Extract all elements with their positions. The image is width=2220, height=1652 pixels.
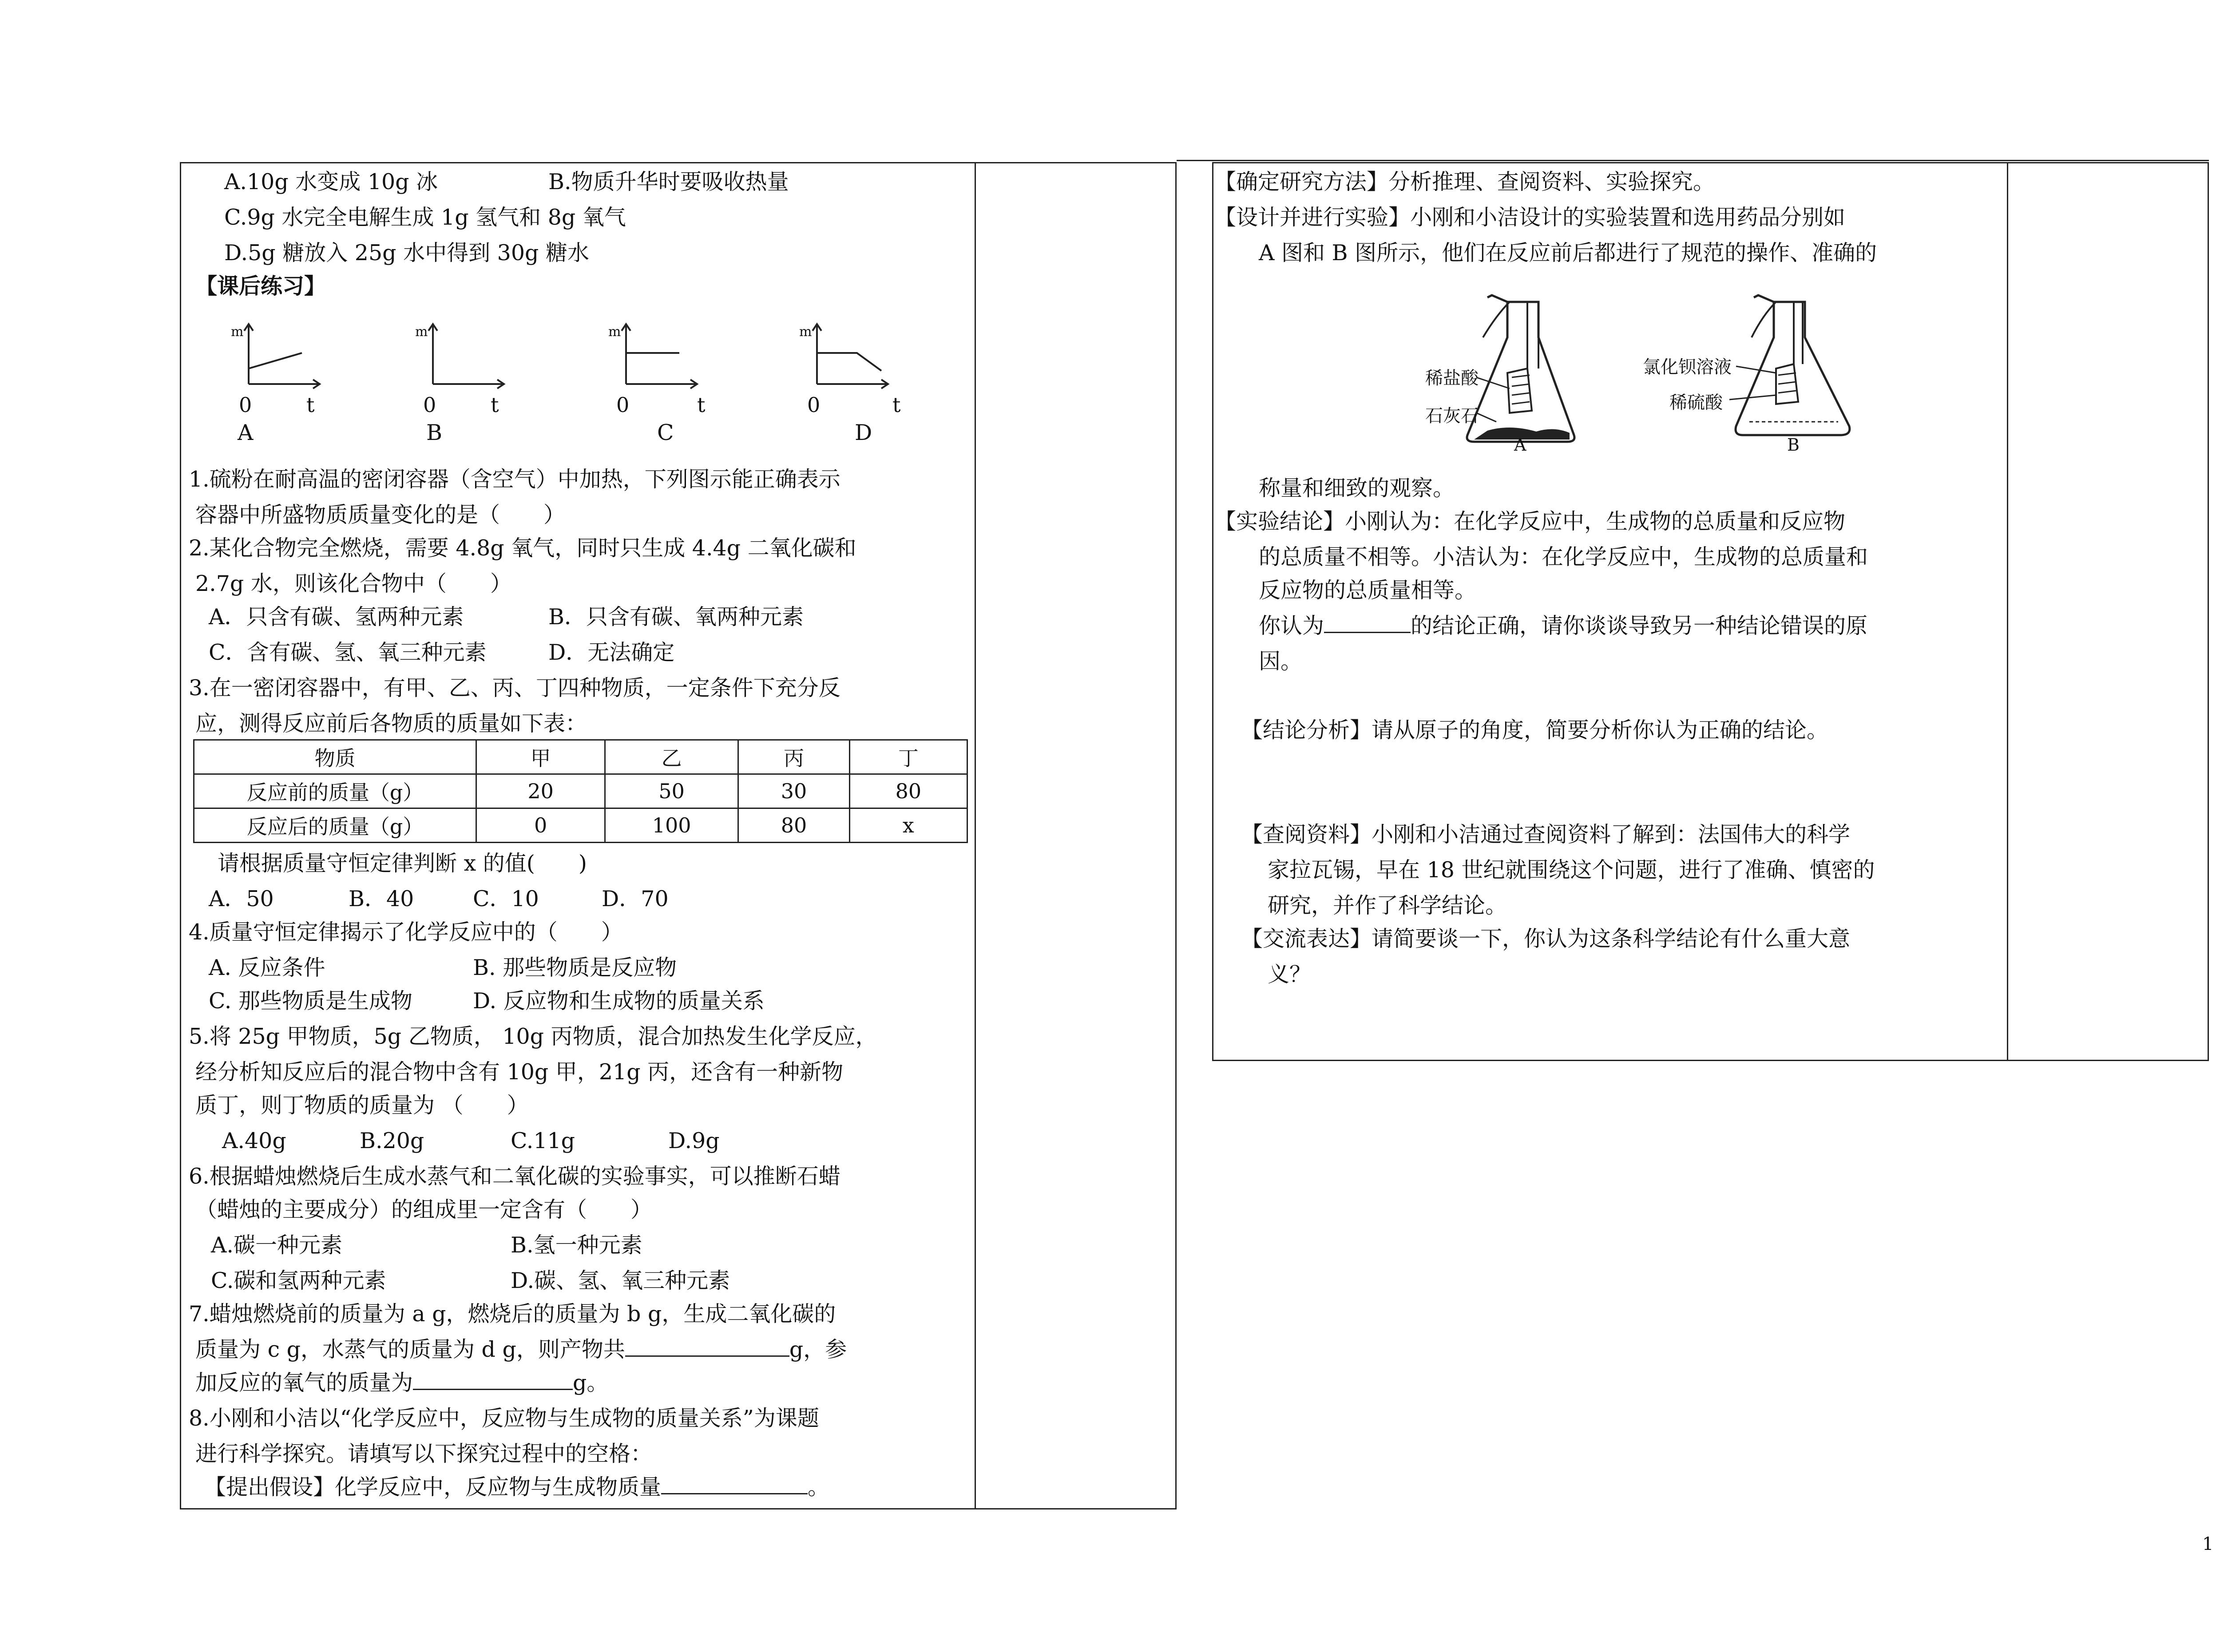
you-think-text: 你认为 <box>1259 613 1324 638</box>
q5-option-b: B.20g <box>360 1128 424 1153</box>
conclusion-line-2: 的总质量不相等。小洁认为：在化学反应中，生成物的总质量和 <box>1259 544 1868 570</box>
q1-line-2: 容器中所盛物质质量变化的是（ ） <box>195 502 566 527</box>
research-method: 【确定研究方法】分析推理、查阅资料、实验探究。 <box>1214 169 1715 194</box>
q2-option-b: B．只含有碳、氧两种元素 <box>548 604 804 630</box>
graph-a-y-label: m <box>231 324 244 340</box>
you-think-end: 因。 <box>1259 649 1303 674</box>
option-d-line: D.5g 糖放入 25g 水中得到 30g 糖水 <box>224 240 589 265</box>
table-cell: 100 <box>605 808 738 843</box>
q7-line-2-text: 质量为 c g，水蒸气的质量为 d g，则产物共 <box>195 1337 625 1362</box>
conclusion-line-1: 【实验结论】小刚认为：在化学反应中，生成物的总质量和反应物 <box>1214 509 1846 534</box>
reference-line-1: 【查阅资料】小刚和小洁通过查阅资料了解到：法国伟大的科学 <box>1241 822 1851 847</box>
q3-line-1: 3.在一密闭容器中，有甲、乙、丙、丁四种物质，一定条件下充分反 <box>189 675 840 701</box>
graph-c-x-label: t <box>697 393 706 417</box>
table-header-cell: 丙 <box>738 740 849 774</box>
option-b-line: B.物质升华时要吸收热量 <box>548 169 789 194</box>
q7-line-1: 7.蜡烛燃烧前的质量为 a g，燃烧后的质量为 b g，生成二氧化碳的 <box>189 1301 836 1327</box>
page-number: 1 <box>2202 1534 2214 1554</box>
table-cell: 0 <box>476 808 605 843</box>
graph-a-x-label: t <box>306 393 315 417</box>
reference-line-2: 家拉瓦锡，早在 18 世纪就围绕这个问题，进行了准确、慎密的 <box>1268 857 1875 883</box>
q6-option-d: D.碳、氢、氧三种元素 <box>511 1268 730 1293</box>
section-title: 【课后练习】 <box>195 273 326 299</box>
exchange-line-2: 义？ <box>1268 962 1312 987</box>
you-think-line <box>1259 608 1867 644</box>
conclusion-line-3: 反应物的总质量相等。 <box>1259 578 1477 603</box>
graph-b-x-label: t <box>491 393 499 417</box>
graph-b-y-label: m <box>415 324 428 340</box>
q7-line-3-end: g。 <box>573 1370 609 1395</box>
conclusion-analysis: 【结论分析】请从原子的角度，简要分析你认为正确的结论。 <box>1241 717 1829 743</box>
graph-c-caption: C <box>657 420 674 445</box>
q7-oxygen-blank[interactable] <box>413 1371 573 1390</box>
q5-option-d: D.9g <box>668 1128 720 1153</box>
q3-option-b: B．40 <box>349 886 414 911</box>
q6-line-1: 6.根据蜡烛燃烧后生成水蒸气和二氧化碳的实验事实，可以推断石蜡 <box>189 1164 840 1189</box>
graph-d-x-label: t <box>892 393 901 417</box>
graph-b-origin: 0 <box>423 393 436 417</box>
q6-line-2: （蜡烛的主要成分）的组成里一定含有（ ） <box>195 1197 653 1222</box>
table-cell: 50 <box>605 774 738 808</box>
q4-line: 4.质量守恒定律揭示了化学反应中的（ ） <box>189 919 623 945</box>
option-a-line: A.10g 水变成 10g 冰 <box>224 169 438 194</box>
graph-c <box>608 320 710 422</box>
q3-option-d: D．70 <box>602 886 669 911</box>
graph-d-caption: D <box>855 420 872 445</box>
q4-option-d: D. 反应物和生成物的质量关系 <box>473 988 765 1014</box>
graph-d-y-label: m <box>799 324 812 340</box>
q8-line-1: 8.小刚和小洁以“化学反应中，反应物与生成物的质量关系”为课题 <box>189 1406 819 1431</box>
apparatus-figure <box>1421 289 2065 462</box>
q4-option-c: C. 那些物质是生成物 <box>209 988 412 1014</box>
graph-a-origin: 0 <box>239 393 252 417</box>
q7-line-3-text: 加反应的氧气的质量为 <box>195 1370 413 1395</box>
option-c-line: C.9g 水完全电解生成 1g 氢气和 8g 氧气 <box>224 205 626 230</box>
graph-a-caption: A <box>238 420 254 445</box>
q8-hypothesis-end: 。 <box>808 1474 830 1500</box>
exchange-line-1: 【交流表达】请简要谈一下，你认为这条科学结论有什么重大意 <box>1241 926 1851 951</box>
label-limestone: 石灰石 <box>1425 406 1479 426</box>
graph-d <box>799 320 910 422</box>
q7-total-blank[interactable] <box>625 1338 789 1357</box>
table-cell: 反应前的质量（g） <box>194 774 476 808</box>
table-header-cell: 丁 <box>849 740 967 774</box>
design-line-1: 【设计并进行实验】小刚和小洁设计的实验装置和选用药品分别如 <box>1214 205 1846 230</box>
table-header-cell: 物质 <box>194 740 476 774</box>
table-cell: 30 <box>738 774 849 808</box>
q1-line-1: 1.硫粉在耐高温的密闭容器（含空气）中加热，下列图示能正确表示 <box>189 467 840 492</box>
label-flask-a: A <box>1514 435 1526 455</box>
table-row <box>194 808 967 843</box>
table-row <box>194 774 967 808</box>
q8-hypothesis-text: 【提出假设】化学反应中，反应物与生成物质量 <box>204 1474 662 1500</box>
label-dilute-hcl: 稀盐酸 <box>1425 368 1479 388</box>
q2-option-a: A．只含有碳、氢两种元素 <box>209 604 464 630</box>
q6-option-a: A.碳一种元素 <box>211 1232 342 1258</box>
label-flask-b: B <box>1787 435 1800 455</box>
you-think-rest: 的结论正确，请你谈谈导致另一种结论错误的原 <box>1411 613 1868 638</box>
q3-option-c: C．10 <box>473 886 539 911</box>
graph-b-caption: B <box>426 420 443 445</box>
q8-line-2: 进行科学探究。请填写以下探究过程中的空格： <box>195 1441 653 1466</box>
table-header-cell: 乙 <box>605 740 738 774</box>
label-dilute-h2so4: 稀硫酸 <box>1669 392 1723 413</box>
reference-line-3: 研究，并作了科学结论。 <box>1268 893 1507 918</box>
graph-a <box>231 320 333 422</box>
q5-option-c: C.11g <box>511 1128 575 1153</box>
table-cell: 反应后的质量（g） <box>194 808 476 843</box>
mass-table <box>193 739 968 843</box>
table-cell: 80 <box>849 774 967 808</box>
table-header-row <box>194 740 967 774</box>
table-cell: x <box>849 808 967 843</box>
q2-option-d: D．无法确定 <box>548 640 675 665</box>
graph-d-origin: 0 <box>807 393 821 417</box>
q3-after: 请根据质量守恒定律判断 x 的值( ) <box>218 851 587 876</box>
q4-option-b: B. 那些物质是反应物 <box>473 955 677 980</box>
q5-line-2: 经分析知反应后的混合物中含有 10g 甲，21g 丙，还含有一种新物 <box>195 1059 844 1085</box>
q3-line-2: 应，测得反应前后各物质的质量如下表： <box>195 711 587 736</box>
left-column-divider <box>975 162 976 1509</box>
graph-b <box>415 320 517 422</box>
q2-option-c: C．含有碳、氢、氧三种元素 <box>209 640 487 665</box>
q7-line-3 <box>195 1365 608 1401</box>
top-rule-extension <box>1177 160 2209 161</box>
q2-line-1: 2.某化合物完全燃烧，需要 4.8g 氧气，同时只生成 4.4g 二氧化碳和 <box>189 535 856 561</box>
q4-option-a: A. 反应条件 <box>209 955 325 980</box>
design-end: 称量和细致的观察。 <box>1259 475 1455 501</box>
q8-hypothesis-blank[interactable] <box>661 1475 808 1494</box>
q6-option-b: B.氢一种元素 <box>511 1232 642 1258</box>
table-cell: 80 <box>738 808 849 843</box>
graph-c-y-label: m <box>608 324 621 340</box>
q6-option-c: C.碳和氢两种元素 <box>211 1268 386 1293</box>
q2-line-2: 2.7g 水，则该化合物中（ ） <box>195 571 512 596</box>
table-cell: 20 <box>476 774 605 808</box>
q7-line-2-end: g，参 <box>789 1337 847 1362</box>
label-bacl2: 氯化钡溶液 <box>1643 357 1732 377</box>
q8-hypothesis <box>204 1470 829 1505</box>
q5-line-1: 5.将 25g 甲物质，5g 乙物质， 10g 丙物质，混合加热发生化学反应， <box>189 1024 877 1049</box>
correct-conclusion-blank[interactable] <box>1324 614 1411 633</box>
q5-line-3: 质丁，则丁物质的质量为 （ ） <box>195 1093 529 1118</box>
q3-option-a: A．50 <box>209 886 274 911</box>
q5-option-a: A.40g <box>222 1128 286 1153</box>
table-header-cell: 甲 <box>476 740 605 774</box>
graph-c-origin: 0 <box>616 393 630 417</box>
q7-line-2 <box>195 1332 847 1367</box>
design-line-2: A 图和 B 图所示，他们在反应前后都进行了规范的操作、准确的 <box>1259 240 1877 265</box>
